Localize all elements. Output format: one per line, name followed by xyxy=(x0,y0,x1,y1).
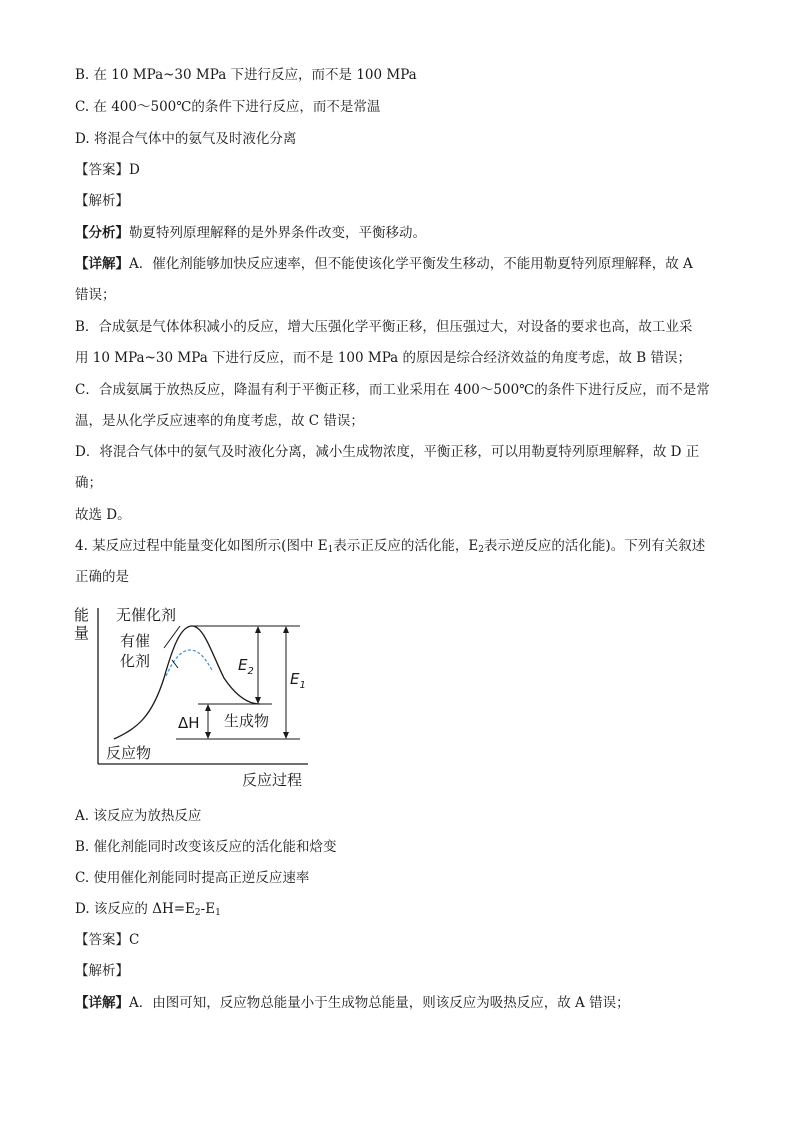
q4-option-b: B. 催化剂能同时改变该反应的活化能和焓变 xyxy=(75,839,337,855)
y-axis-label-char1: 能 xyxy=(74,606,90,624)
q3-d-line1: D．将混合气体中的氨气及时液化分离，减小生成物浓度，平衡正移，可以用勒夏特列原理解释，故 D 正 xyxy=(75,444,700,460)
dh-arrow xyxy=(205,704,211,739)
q4-xiangjie-text: A．由图可知，反应物总能量小于生成物总能量，则该反应为吸热反应，故 A 错误； xyxy=(129,995,630,1011)
q4-answer: 【答案】C xyxy=(75,932,140,948)
no-catalyst-pointer xyxy=(164,626,180,648)
e2-label: $E_2$ xyxy=(238,656,254,677)
xiangjie-label: 【详解】 xyxy=(75,256,129,272)
q3-conclusion: 故选 D。 xyxy=(75,507,131,523)
stem-sub2: 2 xyxy=(478,545,484,555)
e2-arrow xyxy=(255,626,261,704)
x-axis-label: 反应过程 xyxy=(242,771,303,789)
q4-option-a: A. 该反应为放热反应 xyxy=(75,808,202,824)
no-catalyst-label: 无催化剂 xyxy=(116,606,177,624)
stem-sub1: 1 xyxy=(327,545,334,555)
option-d-sub2: 1 xyxy=(215,908,221,918)
stem-part2: 表示正反应的活化能，E xyxy=(333,538,479,554)
q3-d-line2: 确； xyxy=(75,475,102,491)
catalyst-pointer xyxy=(172,660,178,668)
q4-stem-line1 xyxy=(75,537,705,559)
reactant-label: 反应物 xyxy=(106,744,152,762)
stem-part1: 4. 某反应过程中能量变化如图所示(图中 E xyxy=(75,538,328,554)
q3-c-line1: C．合成氨属于放热反应，降温有利于平衡正移，而工业采用在 400～500℃的条件下进行反应，而不是常 xyxy=(75,382,710,398)
fenxi-text: 勒夏特列原理解释的是外界条件改变，平衡移动。 xyxy=(129,225,426,241)
q4-option-c: C. 使用催化剂能同时提高正逆反应速率 xyxy=(75,870,310,886)
dh-label: ΔH xyxy=(178,714,200,732)
q3-b-line1: B．合成氨是气体体积减小的反应，增大压强化学平衡正移，但压强过大，对设备的要求也高，故工业采 xyxy=(75,319,693,335)
q3-xiangjie-a-line2: 错误； xyxy=(75,287,116,303)
q3-fenxi xyxy=(75,224,426,242)
catalyst-label-line2: 化剂 xyxy=(120,652,151,670)
catalyzed-curve xyxy=(166,650,212,676)
q4-option-d xyxy=(75,900,221,922)
e1-label: $E_1$ xyxy=(290,670,306,691)
fenxi-label: 【分析】 xyxy=(75,225,129,241)
q3-b-line2: 用 10 MPa~30 MPa 下进行反应，而不是 100 MPa 的原因是综合经济效益的角度考虑，故 B 错误； xyxy=(75,350,692,366)
option-d-part1: D. 该反应的 ΔH=E xyxy=(75,901,195,917)
q4-xiangjie-label: 【详解】 xyxy=(75,995,129,1011)
q3-option-c: C. 在 400～500℃的条件下进行反应，而不是常温 xyxy=(75,99,381,115)
q3-option-b: B. 在 10 MPa~30 MPa 下进行反应，而不是 100 MPa xyxy=(75,67,417,83)
q3-xiangjie-a xyxy=(75,255,693,273)
q3-c-line2: 温，是从化学反应速率的角度考虑，故 C 错误； xyxy=(75,413,364,429)
q4-stem-line2: 正确的是 xyxy=(75,569,129,585)
q3-analysis-heading: 【解析】 xyxy=(75,193,129,209)
catalyst-label-line1: 有催 xyxy=(120,632,151,650)
q3-option-d: D. 将混合气体中的氨气及时液化分离 xyxy=(75,131,297,147)
q3-answer: 【答案】D xyxy=(75,162,140,178)
q4-analysis-heading: 【解析】 xyxy=(75,963,129,979)
energy-diagram xyxy=(68,598,318,793)
y-axis-label-char2: 量 xyxy=(74,624,90,642)
e1-arrow xyxy=(283,626,289,739)
option-d-part2: -E xyxy=(200,901,216,917)
option-d-sub1: 2 xyxy=(194,908,201,918)
xiangjie-a-line1: A．催化剂能够加快反应速率，但不能使该化学平衡发生移动，不能用勒夏特列原理解释，故 A xyxy=(129,256,693,272)
stem-part3: 表示逆反应的活化能)。下列有关叙述 xyxy=(483,538,706,554)
product-label: 生成物 xyxy=(224,712,270,730)
q4-xiangjie xyxy=(75,994,630,1012)
